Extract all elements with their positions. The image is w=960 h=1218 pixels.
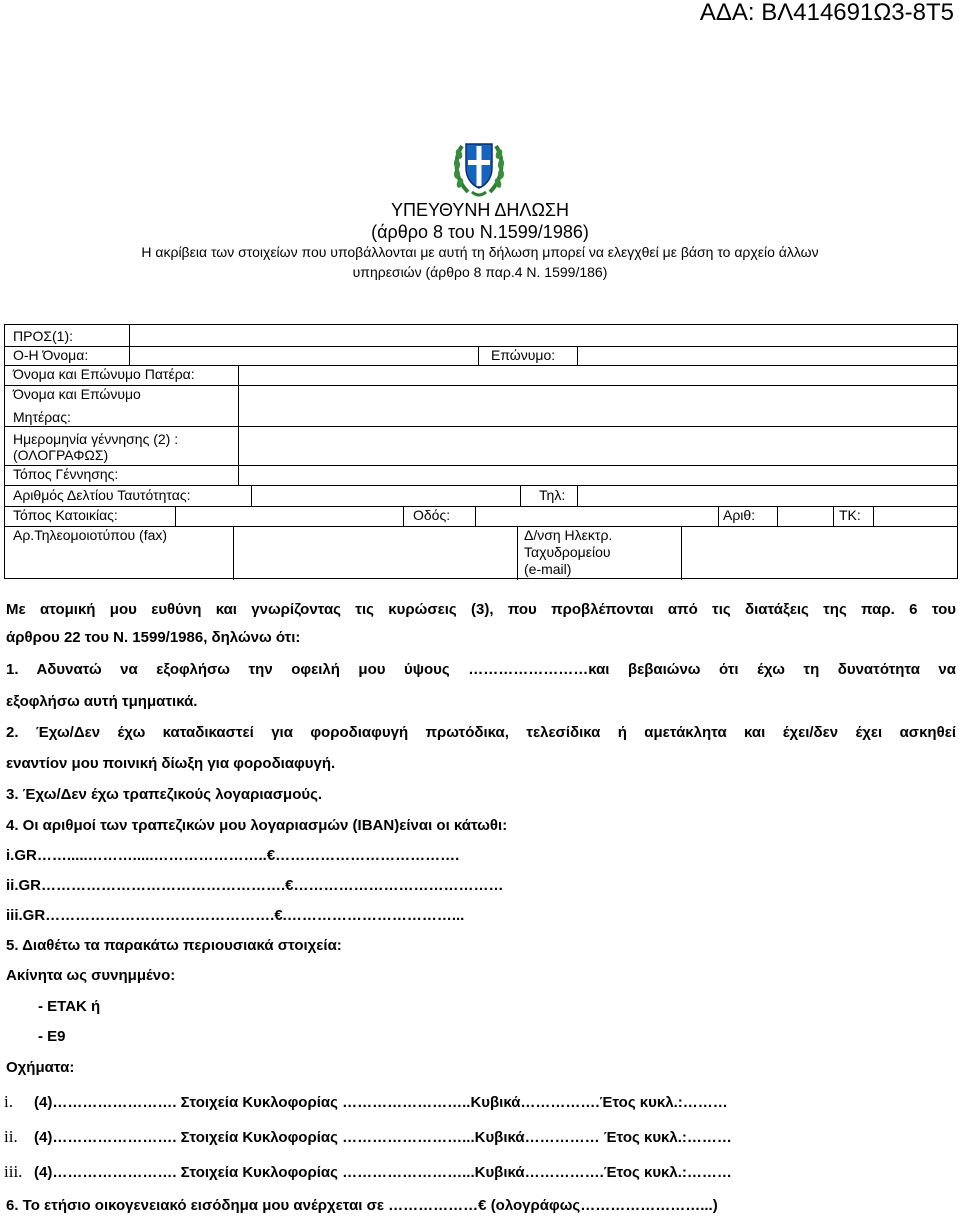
street-number-label: Αριθ:	[723, 507, 756, 523]
email-label-3: (e-mail)	[524, 561, 572, 577]
vehicle-2-number: ii.	[4, 1127, 18, 1146]
father-name-label: Όνομα και Επώνυμο Πατέρα:	[13, 366, 195, 382]
mother-name-label-1: Όνομα και Επώνυμο	[13, 386, 141, 402]
iban-2: ii.GR………………………………………….€……………………………………	[6, 877, 504, 894]
fax-label: Αρ.Τηλεομοιοτύπου (fax)	[13, 527, 168, 543]
real-estate-label: Ακίνητα ως συνημμένο:	[6, 967, 176, 984]
surname-label: Επώνυμο:	[491, 347, 556, 363]
accuracy-note-line-2: υπηρεσιών (άρθρο 8 παρ.4 Ν. 1599/186)	[352, 264, 608, 280]
vehicle-1-number: i.	[4, 1092, 13, 1111]
phone-label: Τηλ:	[539, 487, 566, 503]
accuracy-note-line-1: Η ακρίβεια των στοιχείων που υποβάλλονται με αυτή τη δήλωση μπορεί να ελεγχθεί με βάση το αρχείο άλλων	[141, 244, 819, 260]
greek-coat-of-arms-icon	[452, 138, 506, 200]
item4: 4. Οι αριθμοί των τραπεζικών μου λογαριασμών (IBAN)είναι οι κάτωθι:	[6, 817, 508, 834]
item2-line-1: 2. Έχω/Δεν έχω καταδικαστεί για φοροδιαφυγή πρωτόδικα, τελεσίδικα ή αμετάκλητα και έχει/δεν έχει ασκηθεί	[6, 724, 956, 741]
birthplace-label: Τόπος Γέννησης:	[13, 466, 119, 482]
intro-line-1: Με ατομική μου ευθύνη και γνωρίζοντας τις κυρώσεις (3), που προβλέπονται από τις διατάξεις της παρ. 6 του	[6, 601, 956, 618]
law-reference: (άρθρο 8 του Ν.1599/1986)	[371, 222, 589, 242]
postcode-label: ΤΚ:	[839, 507, 861, 523]
declaration-title: ΥΠΕΥΘΥΝΗ ΔΗΛΩΣΗ	[390, 200, 570, 220]
vehicle-3-line: (4)……………………. Στοιχεία Κυκλοφορίας ……………………...Κυβικά…………….Έτος κυκλ.:………	[34, 1164, 732, 1181]
birth-date-label-2: (ΟΛΟΓΡΑΦΩΣ)	[13, 447, 109, 463]
item3: 3. Έχω/Δεν έχω τραπεζικούς λογαριασμούς.	[6, 786, 323, 803]
vehicle-1-line: (4)……………………. Στοιχεία Κυκλοφορίας ……………………..Κυβικά…………….Έτος κυκλ.:………	[34, 1094, 728, 1111]
email-label-1: Δ/νση Ηλεκτρ.	[524, 527, 613, 543]
e9-item: - Ε9	[38, 1028, 66, 1045]
intro-line-2: άρθρου 22 του Ν. 1599/1986, δηλώνω ότι:	[6, 629, 301, 646]
item6: 6. Το ετήσιο οικογενειακό εισόδημα μου ανέρχεται σε ………………€ (ολογράφως……………………...)	[6, 1197, 718, 1214]
personal-details-form	[4, 324, 958, 579]
item1-line-2: εξοφλήσω αυτή τμηματικά.	[6, 693, 198, 710]
street-label: Οδός:	[413, 507, 451, 523]
vehicle-3-number: iii.	[4, 1162, 23, 1181]
vehicle-2-line: (4)……………………. Στοιχεία Κυκλοφορίας ……………………...Κυβικά…………… Έτος κυκλ.:………	[34, 1129, 732, 1146]
ada-code: ΑΔΑ: ΒΛ414691Ω3-8Τ5	[699, 0, 954, 26]
iban-3: iii.GR……………………………………….€.……………………………...	[6, 907, 465, 924]
id-number-label: Αριθμός Δελτίου Ταυτότητας:	[13, 487, 191, 503]
item5: 5. Διαθέτω τα παρακάτω περιουσιακά στοιχεία:	[6, 937, 342, 954]
etak-item: - ΕΤΑΚ ή	[38, 998, 101, 1015]
vehicles-label: Οχήματα:	[6, 1059, 75, 1076]
item1-line-1: 1. Αδυνατώ να εξοφλήσω την οφειλή μου ύψους ……………………και βεβαιώνω ότι έχω τη δυνατότητα να	[6, 661, 956, 678]
birth-date-label-1: Ημερομηνία γέννησης (2) :	[13, 431, 179, 447]
email-label-2: Ταχυδρομείου	[524, 544, 611, 560]
name-label: Ο-Η Όνομα:	[13, 347, 89, 363]
to-label: ΠΡΟΣ(1):	[13, 328, 73, 344]
mother-name-label-2: Μητέρας:	[13, 409, 71, 425]
item2-line-2: εναντίον μου ποινική δίωξη για φοροδιαφυγή.	[6, 755, 336, 772]
residence-label: Τόπος Κατοικίας:	[13, 507, 118, 523]
iban-1: i.GR…….....……….....…………………..€……………………………….	[6, 847, 460, 864]
